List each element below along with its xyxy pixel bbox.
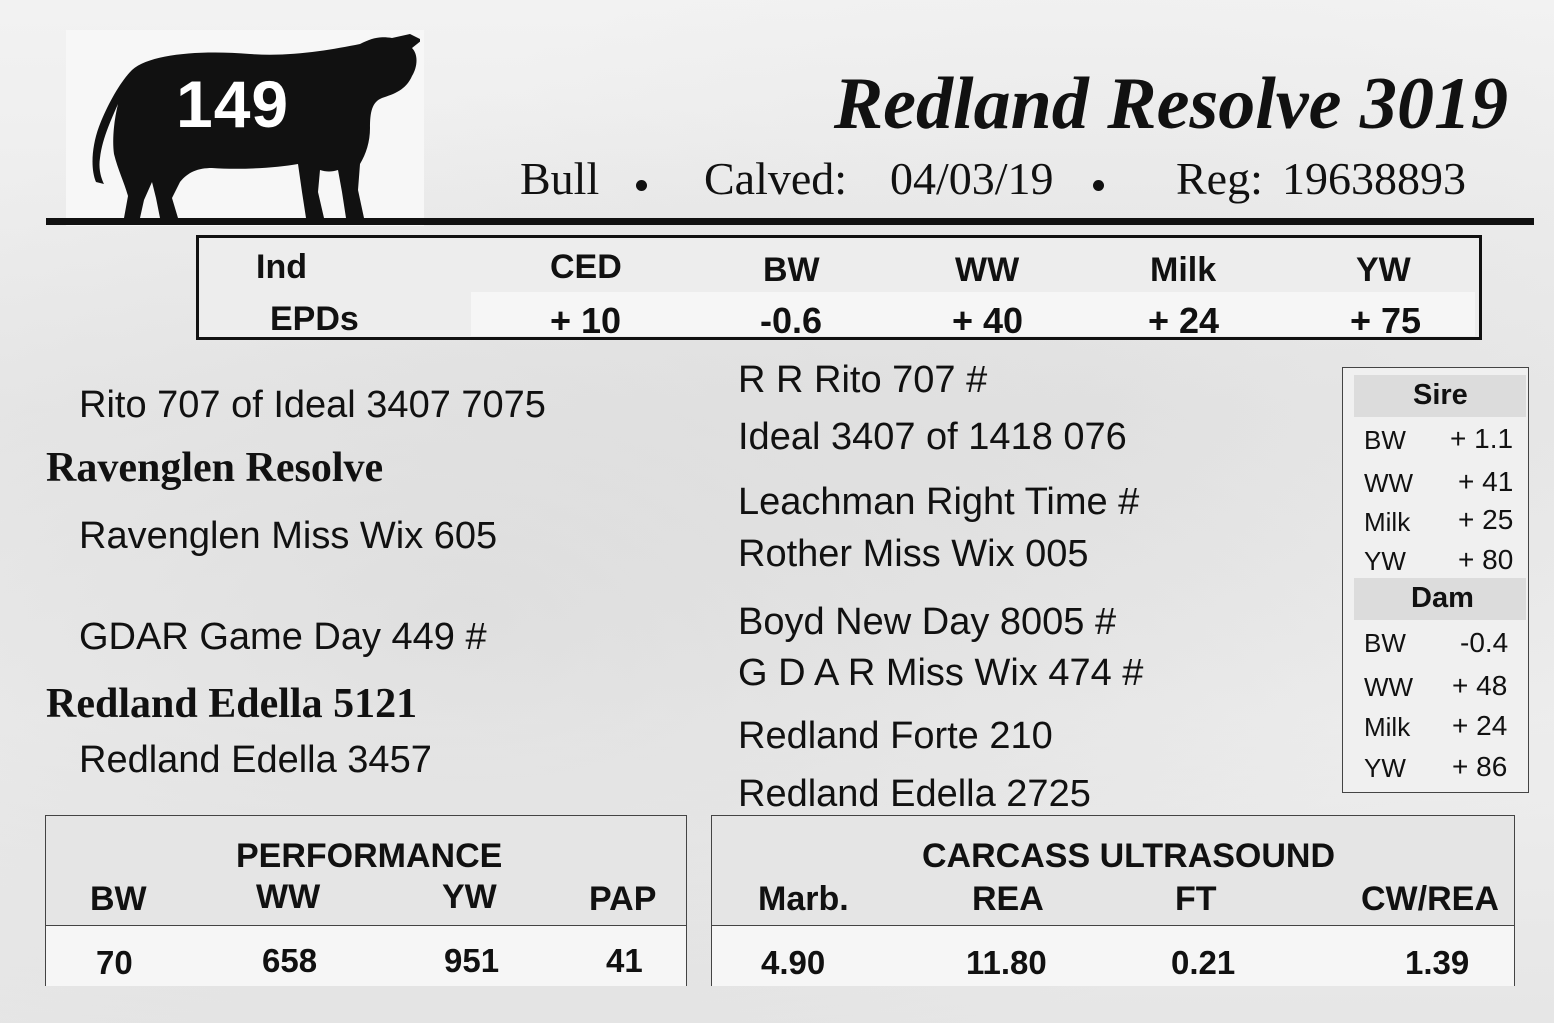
carcass-value-cw-rea: 1.39 xyxy=(1405,944,1470,981)
dam-value-ww: + 48 xyxy=(1452,670,1508,701)
carcass-value-ft: 0.21 xyxy=(1171,944,1236,981)
sire-epd-heading: Sire xyxy=(1413,379,1468,411)
dam-trait-ww: WW xyxy=(1364,672,1414,702)
performance-value-pap: 41 xyxy=(606,942,643,979)
carcass-value-rea: 11.80 xyxy=(966,944,1047,981)
sire-value-milk: + 25 xyxy=(1458,504,1514,535)
epd-value-yw: + 75 xyxy=(1350,300,1422,341)
dam-value-bw: -0.4 xyxy=(1460,627,1509,658)
calved-date: 04/03/19 xyxy=(890,153,1054,204)
sire-trait-milk: Milk xyxy=(1364,507,1411,537)
epd-header-ced: CED xyxy=(550,248,622,286)
sire-value-bw: + 1.1 xyxy=(1450,423,1514,454)
separator-dot-icon xyxy=(1093,180,1104,191)
separator-dot-icon xyxy=(636,180,647,191)
performance-header-yw: YW xyxy=(442,878,497,916)
pedigree-gg-2: Ideal 3407 of 1418 076 xyxy=(738,416,1127,458)
epd-value-milk: + 24 xyxy=(1148,300,1220,341)
epd-header-yw: YW xyxy=(1356,251,1411,289)
lot-number: 149 xyxy=(176,67,290,141)
sire-value-ww: + 41 xyxy=(1458,466,1514,497)
pedigree-gg-1: R R Rito 707 # xyxy=(738,359,988,401)
pedigree-dam-sire: GDAR Game Day 449 # xyxy=(79,616,487,658)
epd-header-milk: Milk xyxy=(1150,251,1217,289)
pedigree-dam: Redland Edella 5121 xyxy=(46,681,418,727)
reg-number: 19638893 xyxy=(1282,153,1466,204)
pedigree-gg-6: G D A R Miss Wix 474 # xyxy=(738,652,1144,694)
epd-value-bw: -0.6 xyxy=(760,300,823,341)
pedigree-gg-5: Boyd New Day 8005 # xyxy=(738,601,1117,643)
pedigree-gg-3: Leachman Right Time # xyxy=(738,481,1140,523)
epd-header-ww: WW xyxy=(955,251,1020,289)
pedigree-gg-4: Rother Miss Wix 005 xyxy=(738,533,1089,575)
sire-value-yw: + 80 xyxy=(1458,544,1514,575)
dam-trait-milk: Milk xyxy=(1364,712,1411,742)
performance-title: PERFORMANCE xyxy=(236,837,503,875)
epd-row-label-ind: Ind xyxy=(256,248,307,286)
sex-label: Bull xyxy=(520,153,600,204)
sire-trait-ww: WW xyxy=(1364,468,1414,498)
pedigree-gg-7: Redland Forte 210 xyxy=(738,715,1053,757)
performance-value-yw: 951 xyxy=(444,942,500,979)
epd-header-bw: BW xyxy=(763,251,820,289)
animal-name-title: Redland Resolve 3019 xyxy=(833,63,1508,145)
sire-trait-bw: BW xyxy=(1364,425,1406,455)
dam-trait-yw: YW xyxy=(1364,753,1406,783)
carcass-header-ft: FT xyxy=(1175,880,1217,918)
calved-label: Calved: xyxy=(704,153,848,204)
performance-value-ww: 658 xyxy=(262,942,318,979)
epd-row-label-epds: EPDs xyxy=(270,300,359,338)
carcass-header-cw-rea: CW/REA xyxy=(1361,880,1499,918)
carcass-header-marb: Marb. xyxy=(758,880,849,918)
performance-header-ww: WW xyxy=(256,878,321,916)
epd-value-ww: + 40 xyxy=(952,300,1024,341)
reg-label: Reg: xyxy=(1176,153,1263,204)
dam-epd-heading: Dam xyxy=(1411,582,1474,614)
carcass-value-marb: 4.90 xyxy=(761,944,826,981)
performance-value-bw: 70 xyxy=(96,944,133,981)
pedigree-sire: Ravenglen Resolve xyxy=(46,445,384,491)
sire-trait-yw: YW xyxy=(1364,546,1406,576)
carcass-header-rea: REA xyxy=(972,880,1044,918)
pedigree-gg-8: Redland Edella 2725 xyxy=(738,773,1091,815)
carcass-values-band xyxy=(712,925,1514,986)
performance-header-pap: PAP xyxy=(589,880,657,918)
carcass-title: CARCASS ULTRASOUND xyxy=(922,837,1336,875)
performance-values-band xyxy=(46,925,686,986)
dam-trait-bw: BW xyxy=(1364,628,1406,658)
header-rule xyxy=(46,218,1534,225)
epd-value-ced: + 10 xyxy=(550,300,622,341)
performance-header-bw: BW xyxy=(90,880,147,918)
pedigree-sire-dam: Ravenglen Miss Wix 605 xyxy=(79,515,498,557)
dam-value-milk: + 24 xyxy=(1452,710,1508,741)
pedigree-sire-sire: Rito 707 of Ideal 3407 7075 xyxy=(79,384,546,426)
pedigree-dam-dam: Redland Edella 3457 xyxy=(79,739,432,781)
dam-value-yw: + 86 xyxy=(1452,751,1508,782)
